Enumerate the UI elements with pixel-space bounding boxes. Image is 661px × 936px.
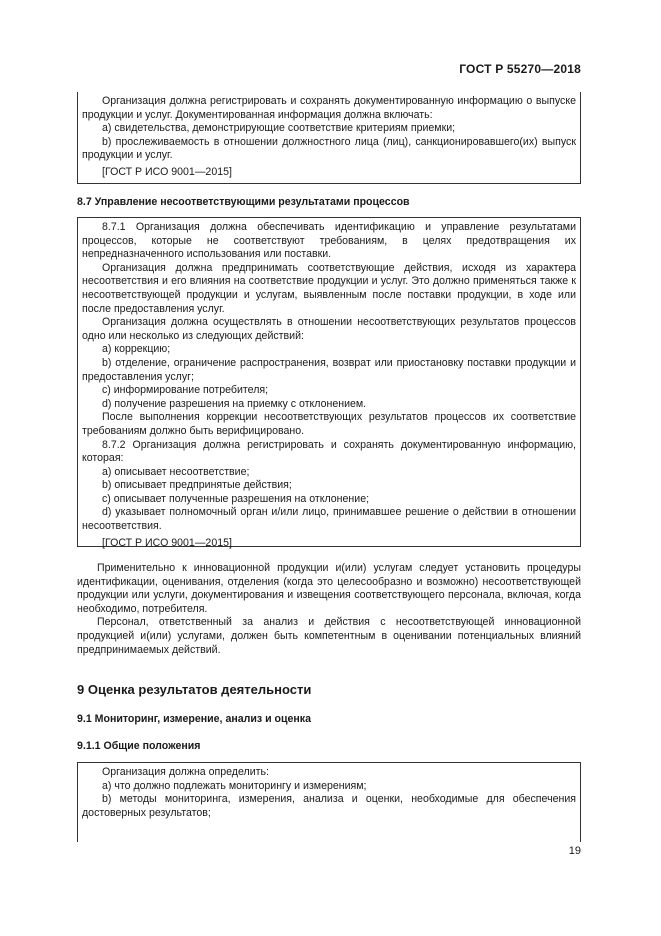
paragraph: После выполнения коррекции несоответствующих результатов процессов их соответствие требованиям должно быть верифицировано. — [82, 411, 576, 437]
section-heading-9-1-1: 9.1.1 Общие положения — [77, 740, 201, 752]
list-item: а) коррекцию; — [102, 343, 171, 356]
list-item: c) описывает полученные разрешения на отклонение; — [102, 492, 370, 505]
section-heading-9-1: 9.1 Мониторинг, измерение, анализ и оценка — [77, 713, 311, 725]
section-heading-8-7: 8.7 Управление несоответствующими результатами процессов — [77, 196, 410, 208]
list-item: b) отделение, ограничение распространения, возврат или приостановку поставки продукции и предоставления услуг; — [82, 356, 576, 383]
quote-box-release — [77, 92, 581, 184]
section-heading-9: 9 Оценка результатов деятельности — [77, 682, 312, 697]
standard-reference: [ГОСТ Р ИСО 9001—2015] — [102, 165, 232, 178]
list-item: b) прослеживаемость в отношении должностного лица (лиц), санкционировавшего(их) выпуск продукции и услуг. — [82, 135, 576, 162]
list-item: а) свидетельства, демонстрирующие соответствие критериям приемки; — [102, 122, 456, 135]
body-text-innovation — [77, 562, 581, 657]
list-item: b) описывает предпринятые действия; — [102, 479, 292, 492]
quote-box-nonconforming — [77, 217, 581, 547]
list-item: c) информирование потребителя; — [102, 384, 269, 397]
paragraph: Организация должна определить: — [102, 766, 269, 778]
standard-reference: [ГОСТ Р ИСО 9001—2015] — [102, 536, 232, 549]
paragraph: Организация должна предпринимать соответствующие действия, исходя из характера несоответствия и его влияния на соответствие продукции и услуг. Это должно применяться также к несоответствующей продукции и услугам, выявленным после поставки продукции, в ходе или после предоставления услуг. — [82, 261, 576, 315]
document-code: ГОСТ Р 55270—2018 — [459, 62, 581, 76]
list-item: b) методы мониторинга, измерения, анализа и оценки, необходимые для обеспечения достоверных результатов; — [82, 793, 576, 819]
paragraph: Организация должна осуществлять в отношении несоответствующих результатов процессов одно или несколько из следующих действий: — [82, 316, 576, 342]
paragraph: Персонал, ответственный за анализ и действия с несоответствующей инновационной продукцией и(или) услугами, должен быть компетентным в оценивании потенциальных влияний предпринимаемых действий. — [77, 616, 581, 656]
list-item: а) описывает несоответствие; — [102, 465, 250, 478]
paragraph: Применительно к инновационной продукции и(или) услугам следует установить процедуры идентификации, оценивания, отделения (когда это целесообразно и возможно) несоответствующей продукции или услуги, документирования и извещения соответствующего персонала, включая, когда необходимо, потребителя. — [77, 562, 581, 615]
quote-box-monitoring — [77, 762, 581, 842]
list-item: d) получение разрешения на приемку с отклонением. — [102, 397, 367, 410]
page-number: 19 — [568, 845, 581, 857]
list-item: а) что должно подлежать мониторингу и измерениям; — [102, 779, 367, 792]
paragraph: 8.7.1 Организация должна обеспечивать идентификацию и управление результатами процессов, которые не соответствуют требованиям, в целях предотвращения их непредназначенного использования или поставки. — [82, 221, 576, 261]
paragraph: 8.7.2 Организация должна регистрировать и сохранять документированную информацию, которая: — [82, 438, 576, 465]
paragraph: Организация должна регистрировать и сохранять документированную информацию о выпуске продукции и услуг. Документированная информация должна включать: — [82, 95, 576, 121]
list-item: d) указывает полномочный орган и/или лицо, принимавшее решение о действии в отношении несоответствия. — [82, 506, 576, 533]
